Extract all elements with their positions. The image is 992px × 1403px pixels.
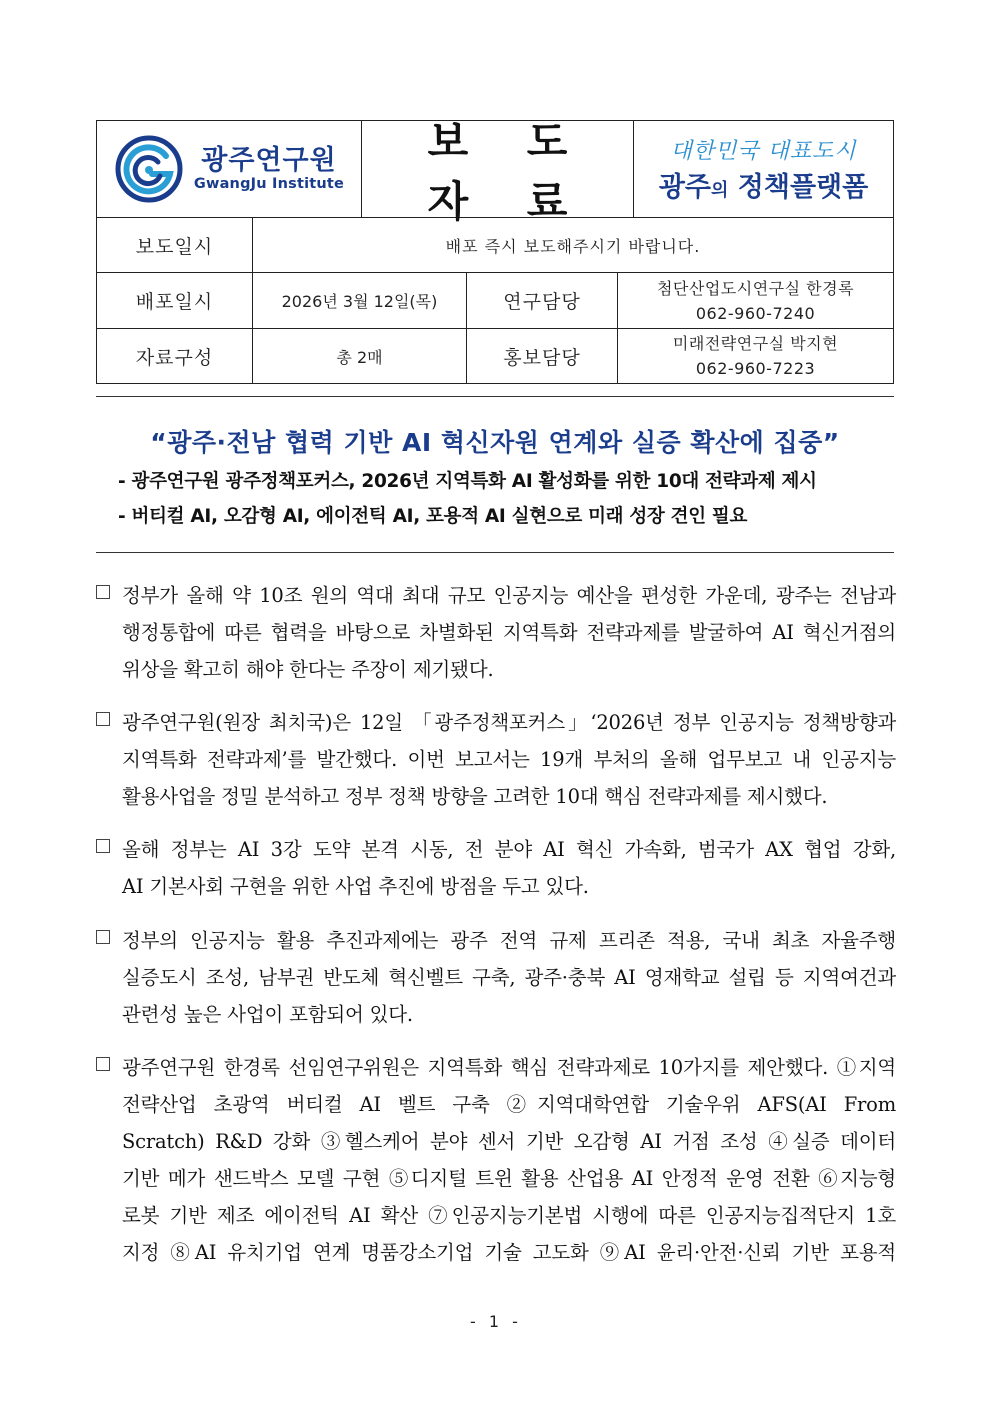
paragraph-2-line: 활용사업을 정밀 분석하고 정부 정책 방향을 고려한 10대 핵심 전략과제를 제시했다. — [122, 785, 828, 808]
paragraph-5 — [96, 1049, 896, 1271]
pr-contact-phone: 062-960-7223 — [695, 359, 816, 378]
page-number: - 1 - — [470, 1312, 522, 1331]
slogan-top-text: 대한민국 대표도시 — [670, 139, 857, 164]
slogan-city: 광주 — [658, 172, 711, 203]
checkbox-bullet-icon — [96, 839, 110, 853]
institute-name-english: GwangJu Institute — [193, 176, 345, 192]
checkbox-bullet-icon — [96, 712, 110, 726]
paragraph-4 — [96, 922, 896, 1033]
distribution-date-label: 배포일시 — [97, 273, 253, 328]
press-header-table — [96, 117, 894, 384]
institute-name-korean: 광주연구원 — [201, 145, 337, 176]
paragraph-1-line: 행정통합에 따른 협력을 바탕으로 차별화된 지역특화 전략과제를 발굴하여 AI 혁신거점의 — [122, 621, 896, 644]
paragraph-5-line: 전략산업 초광역 버티컬 AI 벨트 구축 ②지역대학연합 기술우위 AFS(AI From — [122, 1093, 896, 1116]
material-row — [97, 329, 893, 383]
gwangju-institute-logo-icon — [114, 134, 184, 204]
pr-contact-label: 홍보담당 — [467, 329, 618, 383]
report-date-label: 보도일시 — [97, 218, 253, 272]
paragraph-5-line: Scratch) R&D 강화 ③헬스케어 분야 센서 기반 오감형 AI 거점 조성 ④실증 데이터 — [122, 1130, 896, 1153]
pr-contact-value — [618, 329, 893, 383]
paragraph-4-line: 정부의 인공지능 활용 추진과제에는 광주 전역 규제 프리존 적용, 국내 최초 자율주행 — [122, 929, 896, 952]
checkbox-bullet-icon — [96, 930, 110, 944]
research-contact-name: 첨단산업도시연구실 한경록 — [656, 278, 855, 298]
pr-contact-name: 미래전략연구실 박지현 — [672, 334, 839, 353]
research-contact-value — [618, 273, 893, 328]
paragraph-3-line: AI 기본사회 구현을 위한 사업 추진에 방점을 두고 있다. — [122, 875, 589, 898]
research-contact-phone: 062-960-7240 — [695, 303, 816, 323]
report-date-value: 배포 즉시 보도해주시기 바랍니다. — [445, 236, 701, 256]
paragraph-4-line: 관련성 높은 사업이 포함되어 있다. — [122, 1003, 413, 1026]
subtitle-2: - 버티컬 AI, 오감형 AI, 에이전틱 AI, 포용적 AI 실현으로 미래 성장 견인 필요 — [118, 506, 748, 527]
slogan-platform: 정책플랫폼 — [728, 172, 869, 203]
paragraph-2-line: 광주연구원(원장 최치국)은 12일 「광주정책포커스」‘2026년 정부 인공지능 정책방향과 — [122, 711, 896, 734]
slogan-cell — [634, 121, 893, 217]
paragraph-2-line: 지역특화 전략과제’를 발간했다. 이번 보고서는 19개 부처의 올해 업무보고 내 인공지능 — [122, 748, 896, 771]
document-type-title: 보 도 자 료 — [427, 117, 590, 226]
paragraph-3 — [96, 831, 896, 905]
slogan-particle: 의 — [710, 180, 729, 201]
paragraph-5-line: 기반 메가 샌드박스 모델 구현 ⑤디지털 트윈 활용 산업용 AI 안정적 운영 전환 ⑥지능형 — [122, 1167, 896, 1190]
bottom-divider — [96, 552, 894, 553]
header-top-row — [97, 117, 893, 226]
document-type-cell — [362, 117, 634, 226]
distribution-date-value: 2026년 3월 12일(목) — [253, 273, 467, 328]
research-contact-label: 연구담당 — [467, 273, 618, 328]
paragraph-3-line: 올해 정부는 AI 3강 도약 본격 시동, 전 분야 AI 혁신 가속화, 범국가 AX 협업 강화, — [122, 838, 896, 861]
paragraph-5-line: 광주연구원 한경록 선임연구위원은 지역특화 핵심 전략과제로 10가지를 제안했다. ①지역 — [122, 1056, 896, 1079]
paragraph-1-line: 위상을 확고히 해야 한다는 주장이 제기됐다. — [122, 658, 494, 681]
paragraph-4-line: 실증도시 조성, 남부권 반도체 혁신벨트 구축, 광주·충북 AI 영재학교 설립 등 지역여건과 — [122, 966, 896, 989]
checkbox-bullet-icon — [96, 585, 110, 599]
institute-logo — [97, 121, 362, 217]
material-label: 자료구성 — [97, 329, 253, 383]
paragraph-1-line: 정부가 올해 약 10조 원의 역대 최대 규모 인공지능 예산을 편성한 가운데, 광주는 전남과 — [122, 584, 896, 607]
paragraph-5-line: 지정 ⑧AI 유치기업 연계 명품강소기업 기술 고도화 ⑨AI 윤리·안전·신뢰 기반 포용적 — [122, 1241, 896, 1264]
distribution-row — [97, 273, 893, 329]
top-divider — [96, 396, 894, 397]
paragraph-2 — [96, 704, 896, 815]
slogan-bottom-text — [659, 165, 868, 204]
material-value: 총 2매 — [253, 329, 467, 383]
paragraph-5-line: 로봇 기반 제조 에이전틱 AI 확산 ⑦인공지능기본법 시행에 따른 인공지능집적단지 1호 — [122, 1204, 896, 1227]
subtitle-1: - 광주연구원 광주정책포커스, 2026년 지역특화 AI 활성화를 위한 10대 전략과제 제시 — [118, 471, 817, 492]
paragraph-1 — [96, 577, 896, 688]
report-date-row — [97, 218, 893, 273]
headline: “광주·전남 협력 기반 AI 혁신자원 연계와 실증 확산에 집중” — [150, 428, 840, 457]
checkbox-bullet-icon — [96, 1057, 110, 1071]
